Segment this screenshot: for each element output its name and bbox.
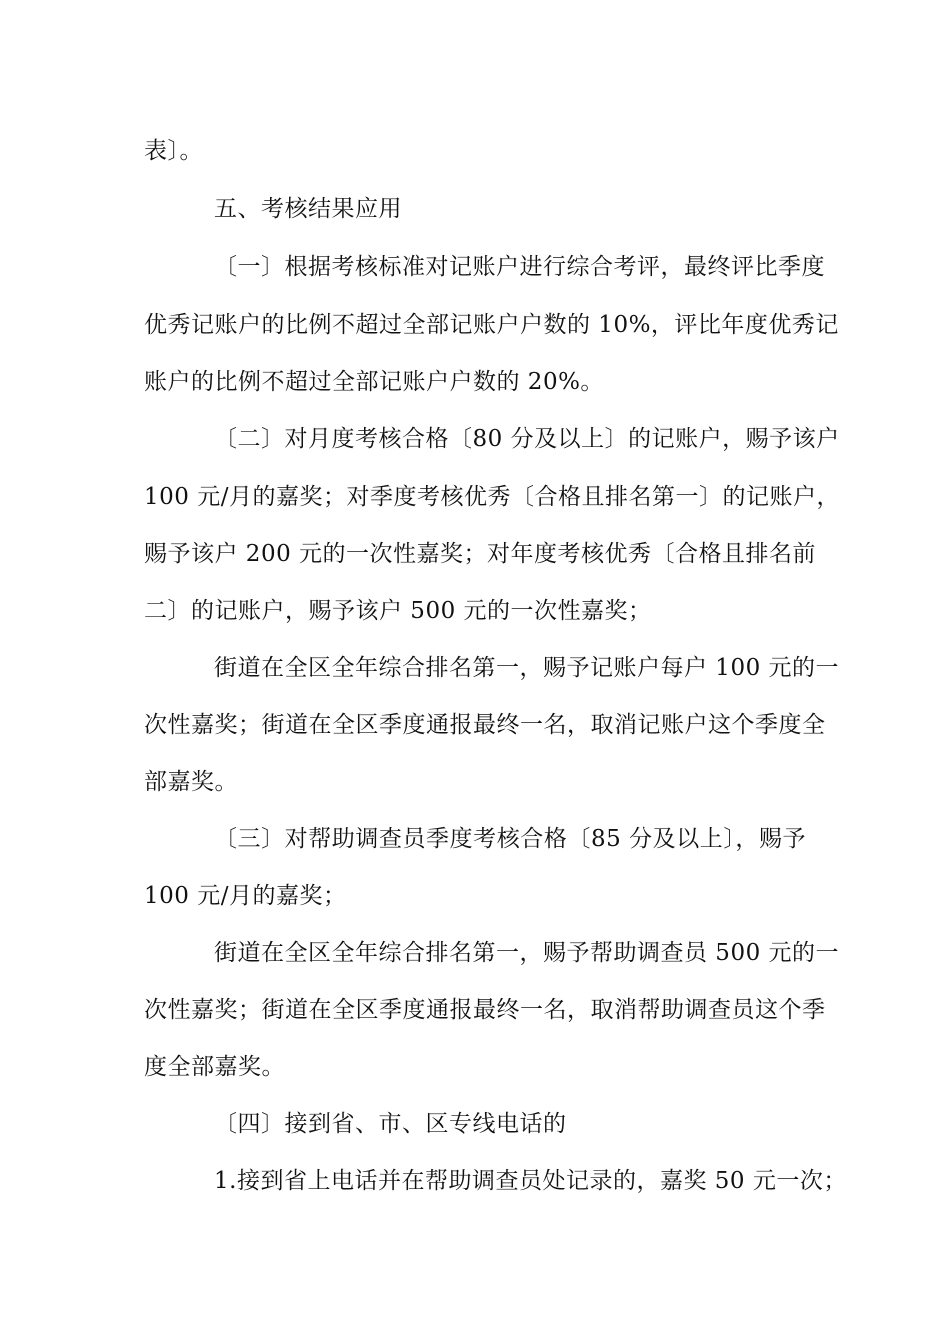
text-line: 〔四〕接到省、市、区专线电话的 [214,1111,567,1137]
text-line: 优秀记账户的比例不超过全部记账户户数的 10%，评比年度优秀记 [144,312,839,338]
text-line: 街道在全区全年综合排名第一，赐予帮助调查员 500 元的一 [214,940,840,966]
text-line: 1.接到省上电话并在帮助调查员处记录的，嘉奖 50 元一次； [214,1168,847,1194]
text-line: 二〕的记账户，赐予该户 500 元的一次性嘉奖； [144,598,652,624]
text-line: 街道在全区全年综合排名第一，赐予记账户每户 100 元的一 [214,655,840,681]
text-line: 部嘉奖。 [144,769,238,795]
text-line: 账户的比例不超过全部记账户户数的 20%。 [144,369,604,395]
text-line: 赐予该户 200 元的一次性嘉奖；对年度考核优秀〔合格且排名前 [144,541,817,567]
text-line: 次性嘉奖；街道在全区季度通报最终一名，取消记账户这个季度全 [144,712,826,738]
text-line: 度全部嘉奖。 [144,1054,285,1080]
section-heading: 五、考核结果应用 [214,196,402,222]
text-line: 〔三〕对帮助调查员季度考核合格〔85 分及以上〕，赐予 [214,826,806,852]
text-line: 次性嘉奖；街道在全区季度通报最终一名，取消帮助调查员这个季 [144,997,826,1023]
text-line: 100 元/月的嘉奖；对季度考核优秀〔合格且排名第一〕的记账户， [144,484,840,510]
text-line: 100 元/月的嘉奖； [144,883,347,909]
text-line: 〔二〕对月度考核合格〔80 分及以上〕的记账户，赐予该户 [214,426,840,452]
text-line: 表〕。 [144,138,203,164]
text-line: 〔一〕根据考核标准对记账户进行综合考评，最终评比季度 [214,254,825,280]
